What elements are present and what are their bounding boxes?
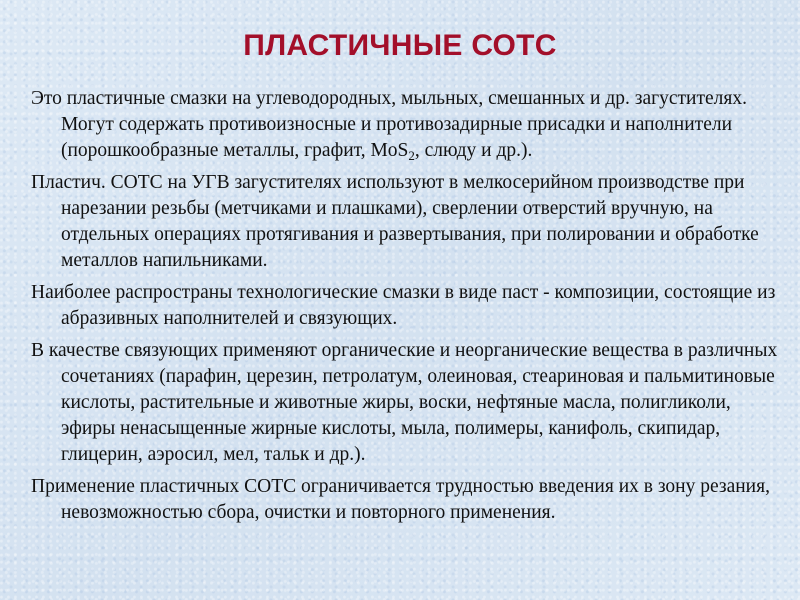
paragraph-1-tail: , слюду и др.). [414,140,533,161]
subscript-2: 2 [408,148,415,163]
paragraph-3: Наиболее распространы технологические смазки в виде паст - композиции, состоящие из абразивных наполнителей и связующих. [31,282,776,329]
paragraph-5: Применение пластичных СОТС ограничивается трудностью введения их в зону резания, невозможностью сбора, очистки и повторного применения. [31,476,770,523]
slide-title: ПЛАСТИЧНЫЕ СОТС [243,29,557,62]
paragraph-2: Пластич. СОТС на УГВ загустителях используют в мелкосерийном производстве при нарезании резьбы (метчиками и плашками), сверлении отверстий вручную, на отдельных операциях протягивания и развертывания, при полировании и обработке металлов напильниками. [31,172,759,271]
paragraph-1 [31,86,783,164]
paragraph-4: В качестве связующих применяют органические и неорганические вещества в различных сочетаниях (парафин, церезин, петролатум, олеиновая, стеариновая и пальмитиновые кислоты, растительные и животные жиры, воски, нефтяные масла, полигликоли, эфиры ненасыщенные жирные кислоты, мыла, полимеры, канифоль, скипидар, глицерин, аэросил, мел, тальк и др.). [31,340,778,465]
slide-body [31,86,783,532]
paragraph-1-text: Это пластичные смазки на углеводородных, мыльных, смешанных и др. загустителях. Могут содержать противоизносные и противозадирные присадки и наполнители (порошкообразные металлы, графит, MoS [31,88,747,161]
